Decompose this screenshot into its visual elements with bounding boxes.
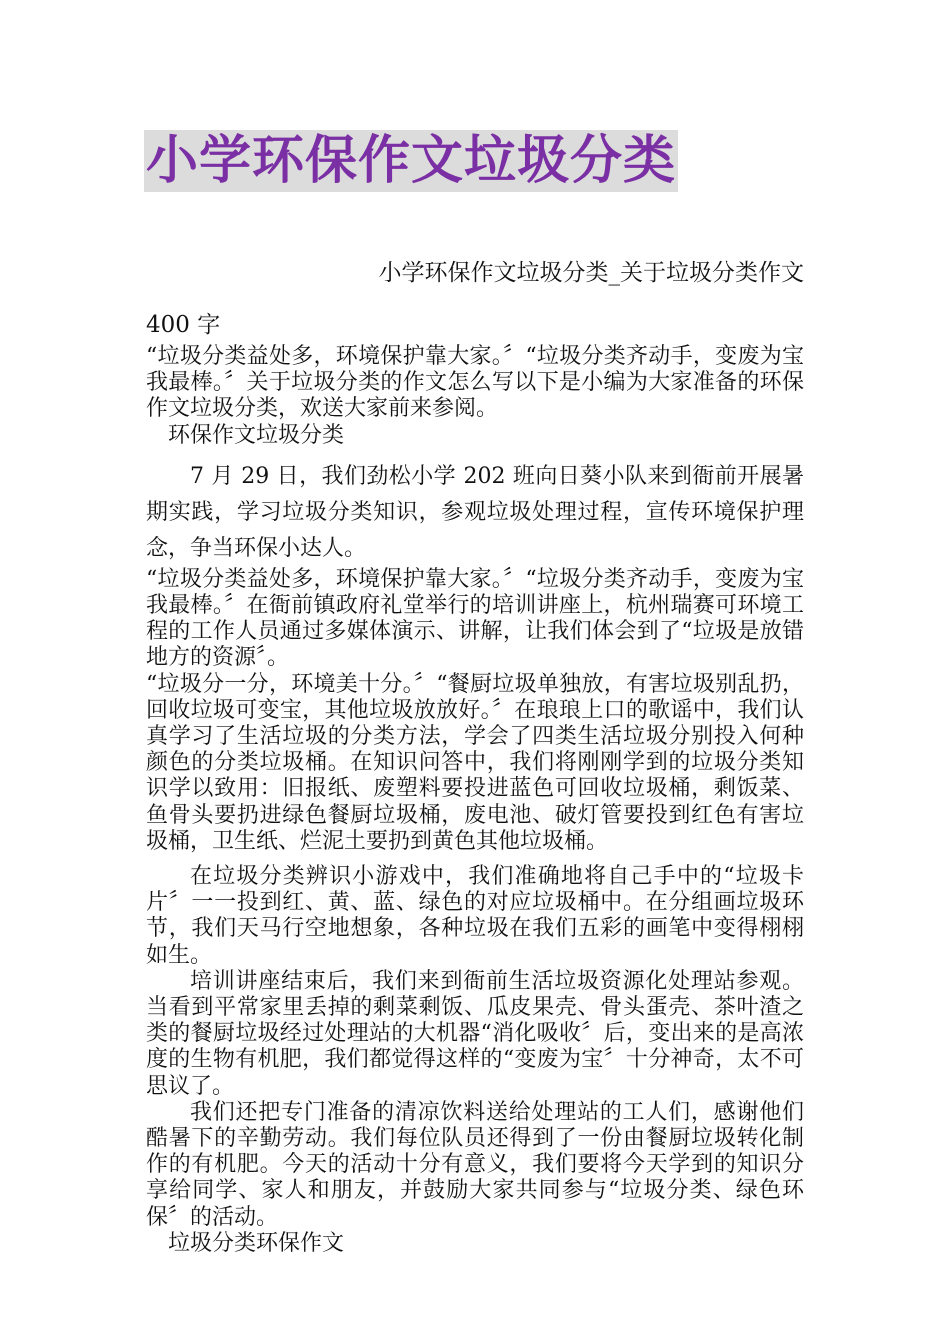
section-heading: 环保作文垃圾分类 [168, 422, 345, 448]
section-heading: 垃圾分类环保作文 [168, 1230, 345, 1256]
intro-paragraph: “垃圾分类益处多，环境保护靠大家。〞“垃圾分类齐动手，变废为宝我最棒。〞关于垃圾分类的作文怎么写以下是小编为大家准备的环保作文垃圾分类，欢送大家前来参阅。 [146, 344, 804, 422]
body-paragraph: 培训讲座结束后，我们来到衙前生活垃圾资源化处理站参观。当看到平常家里丢掉的剩菜剩饭、瓜皮果壳、骨头蛋壳、茶叶渣之类的餐厨垃圾经过处理站的大机器“消化吸收〞后，变出来的是高浓度的生物有机肥，我们都觉得这样的“变废为宝〞十分神奇，太不可思议了。 [146, 968, 804, 1099]
document-subtitle-continuation: 400 字 [146, 312, 221, 338]
document-title: 小学环保作文垃圾分类 [146, 131, 677, 191]
document-body [146, 344, 804, 1257]
body-paragraph: “垃圾分一分，环境美十分。〞“餐厨垃圾单独放，有害垃圾别乱扔，回收垃圾可变宝，其他垃圾放放好。〞在琅琅上口的歌谣中，我们认真学习了生活垃圾的分类方法，学会了四类生活垃圾分别投入何种颜色的分类垃圾桶。在知识问答中，我们将刚刚学到的垃圾分类知识学以致用：旧报纸、废塑料要投进蓝色可回收垃圾桶，剩饭菜、鱼骨头要扔进绿色餐厨垃圾桶，废电池、破灯管要投到红色有害垃圾桶，卫生纸、烂泥土要扔到黄色其他垃圾桶。 [146, 671, 804, 854]
body-paragraph: “垃圾分类益处多，环境保护靠大家。〞“垃圾分类齐动手，变废为宝我最棒。〞在衙前镇政府礼堂举行的培训讲座上，杭州瑞赛可环境工程的工作人员通过多媒体演示、讲解，让我们体会到了“垃圾是放错地方的资源〞。 [146, 566, 804, 671]
body-paragraph: 在垃圾分类辨识小游戏中，我们准确地将自己手中的“垃圾卡片〞一一投到红、黄、蓝、绿色的对应垃圾桶中。在分组画垃圾环节，我们天马行空地想象，各种垃圾在我们五彩的画笔中变得栩栩如生。 [146, 864, 804, 968]
document-subtitle: 小学环保作文垃圾分类_关于垃圾分类作文 [378, 260, 804, 286]
body-paragraph: 7 月 29 日，我们劲松小学 202 班向日葵小队来到衙前开展暑期实践，学习垃圾分类知识，参观垃圾处理过程，宣传环境保护理念，争当环保小达人。 [146, 463, 804, 561]
body-paragraph: 我们还把专门准备的清凉饮料送给处理站的工人们，感谢他们酷暑下的辛勤劳动。我们每位队员还得到了一份由餐厨垃圾转化制作的有机肥。今天的活动十分有意义，我们要将今天学到的知识分享给同学、家人和朋友，并鼓励大家共同参与“垃圾分类、绿色环保〞的活动。 [146, 1099, 804, 1230]
